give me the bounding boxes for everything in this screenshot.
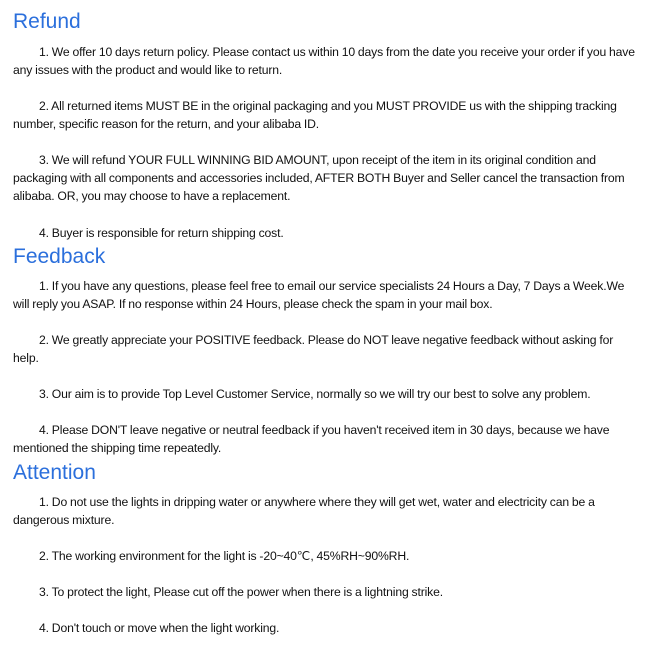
feedback-heading: Feedback <box>13 245 106 268</box>
feedback-item-4: 4. Please DON'T leave negative or neutral feedback if you haven't received item in 30 days, because we have mentioned the shipping time repeatedly. <box>13 423 610 455</box>
refund-item-2: 2. All returned items MUST BE in the original packaging and you MUST PROVIDE us with the shipping tracking number, specific reason for the return, and your alibaba ID. <box>13 99 617 131</box>
refund-item-4: 4. Buyer is responsible for return shipping cost. <box>39 226 284 240</box>
refund-item-1: 1. We offer 10 days return policy. Please contact us within 10 days from the date you receive your order if you have any issues with the product and would like to return. <box>13 45 635 77</box>
attention-item-3: 3. To protect the light, Please cut off the power when there is a lightning strike. <box>39 585 443 599</box>
feedback-item-2: 2. We greatly appreciate your POSITIVE feedback. Please do NOT leave negative feedback without asking for help. <box>13 333 614 365</box>
attention-item-2: 2. The working environment for the light is -20~40℃, 45%RH~90%RH. <box>39 549 410 563</box>
refund-item-3: 3. We will refund YOUR FULL WINNING BID AMOUNT, upon receipt of the item in its original condition and packaging with all components and accessories included, AFTER BOTH Buyer and Seller cancel the transaction from alibaba. OR, you may choose to have a replacement. <box>13 153 625 203</box>
feedback-item-3: 3. Our aim is to provide Top Level Customer Service, normally so we will try our best to solve any problem. <box>39 387 591 401</box>
attention-item-4: 4. Don't touch or move when the light working. <box>39 621 280 635</box>
attention-item-1: 1. Do not use the lights in dripping water or anywhere where they will get wet, water and electricity can be a dangerous mixture. <box>13 495 595 527</box>
feedback-item-1: 1. If you have any questions, please feel free to email our service specialists 24 Hours a Day, 7 Days a Week.We will reply you ASAP. If no response within 24 Hours, please check the spam in your mail box. <box>13 279 625 311</box>
attention-heading: Attention <box>13 461 96 484</box>
refund-heading: Refund <box>13 10 81 33</box>
